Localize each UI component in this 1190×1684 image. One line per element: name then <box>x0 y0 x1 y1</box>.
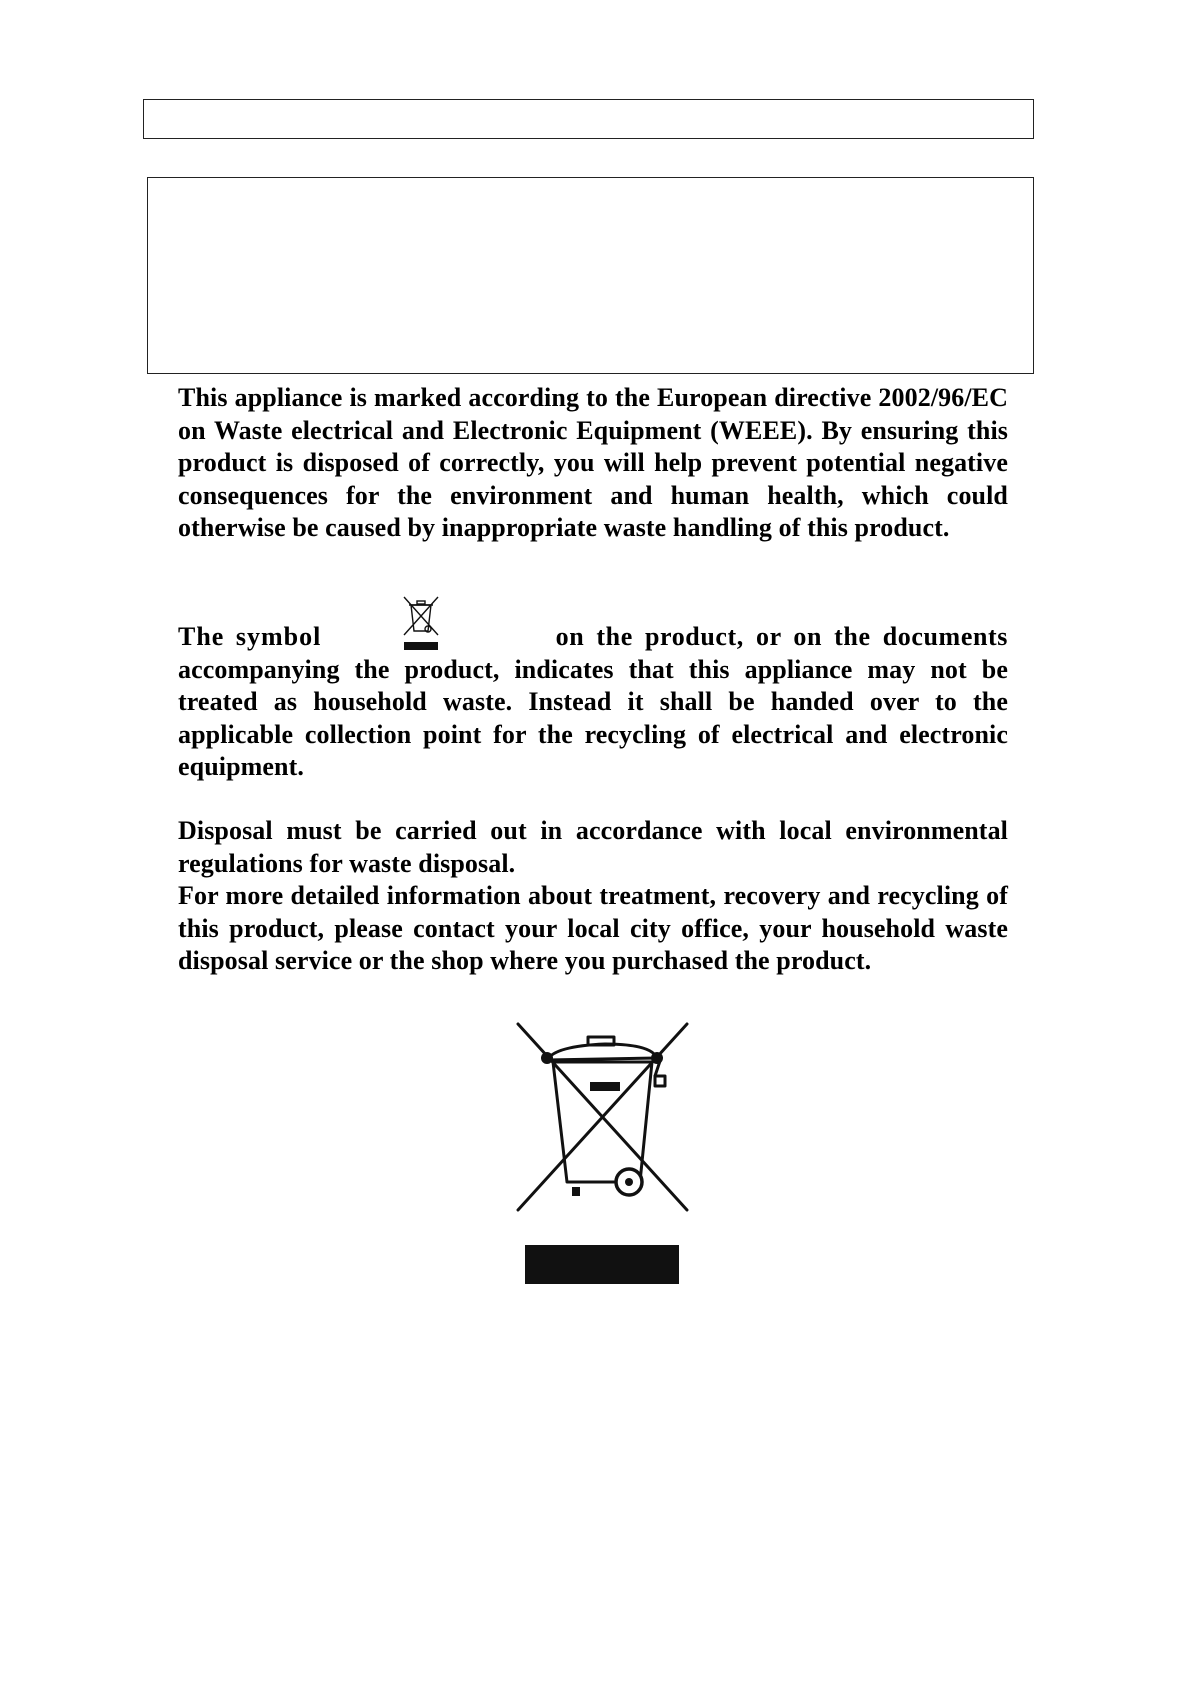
symbol-line-rest: on the product, or on the documents <box>555 622 1008 651</box>
symbol-explanation-paragraph <box>178 621 1008 784</box>
header-empty-box <box>147 177 1034 374</box>
weee-marking-bar <box>525 1245 679 1284</box>
crossed-out-wheeled-bin-icon <box>401 595 441 651</box>
top-empty-box <box>143 99 1034 139</box>
more-information-paragraph: For more detailed information about treatment, recovery and recycling of this product, please contact your local city office, your household waste disposal service or the shop where you purchased the product. <box>178 881 1008 976</box>
symbol-explanation-body: accompanying the product, indicates that this appliance may not be treated as household waste. Instead it shall be handed over to the applicable collection point for the recycling of electrical and electronic equipment. <box>178 654 1008 782</box>
weee-directive-paragraph: This appliance is marked according to the European directive 2002/96/EC on Waste electrical and Electronic Equipment (WEEE). By ensuring this product is disposed of correctly, you will help prevent potential negative consequences for the environment and human health, which could otherwise be caused by inappropriate waste handling of this product. <box>178 383 1008 543</box>
symbol-line-lead: The symbol <box>178 622 322 651</box>
symbol-line <box>178 621 1008 654</box>
disposal-regulation-paragraph: Disposal must be carried out in accordance with local environmental regulations for waste disposal. <box>178 816 1008 878</box>
crossed-out-wheeled-bin-large-icon <box>515 1022 690 1212</box>
